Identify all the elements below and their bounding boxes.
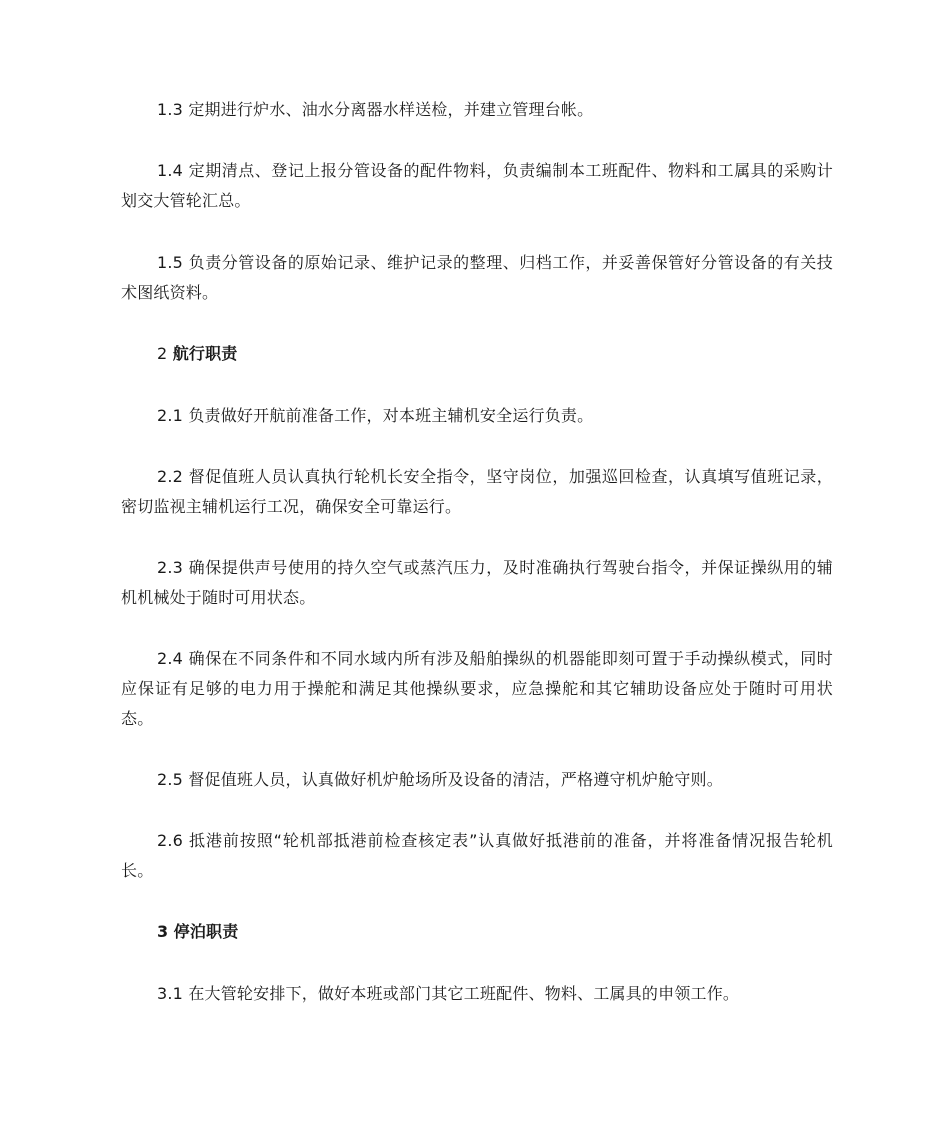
paragraph-2-6: 2.6 抵港前按照“轮机部抵港前检查核定表”认真做好抵港前的准备，并将准备情况报告轮机长。: [121, 831, 833, 880]
paragraph-1-3: 1.3 定期进行炉水、油水分离器水样送检，并建立管理台帐。: [157, 100, 594, 119]
paragraph-2-1: 2.1 负责做好开航前准备工作，对本班主辅机安全运行负责。: [157, 406, 594, 425]
paragraph-1-5: 1.5 负责分管设备的原始记录、维护记录的整理、归档工作，并妥善保管好分管设备的有关技术图纸资料。: [121, 253, 833, 302]
paragraph-1-4: 1.4 定期清点、登记上报分管设备的配件物料，负责编制本工班配件、物料和工属具的采购计划交大管轮汇总。: [121, 161, 833, 210]
section-heading-2-title: 航行职责: [172, 344, 238, 363]
section-heading-2-number: 2: [157, 344, 168, 363]
paragraph-2-4: 2.4 确保在不同条件和不同水域内所有涉及船舶操纵的机器能即刻可置于手动操纵模式，同时应保证有足够的电力用于操舵和满足其他操纵要求，应急操舵和其它辅助设备应处于随时可用状态。: [121, 649, 833, 728]
section-heading-3-title: 停泊职责: [173, 922, 239, 941]
section-heading-3-number: 3: [157, 922, 169, 941]
section-heading-2: [121, 339, 833, 369]
section-heading-3: [121, 917, 833, 947]
paragraph-3-1: 3.1 在大管轮安排下，做好本班或部门其它工班配件、物料、工属具的申领工作。: [157, 984, 740, 1003]
paragraph-2-3: 2.3 确保提供声号使用的持久空气或蒸汽压力，及时准确执行驾驶台指令，并保证操纵用的辅机机械处于随时可用状态。: [121, 558, 833, 607]
paragraph-2-2: 2.2 督促值班人员认真执行轮机长安全指令，坚守岗位，加强巡回检查，认真填写值班记录，密切监视主辅机运行工况，确保安全可靠运行。: [121, 467, 833, 516]
paragraph-2-5: 2.5 督促值班人员，认真做好机炉舱场所及设备的清洁，严格遵守机炉舱守则。: [157, 770, 723, 789]
